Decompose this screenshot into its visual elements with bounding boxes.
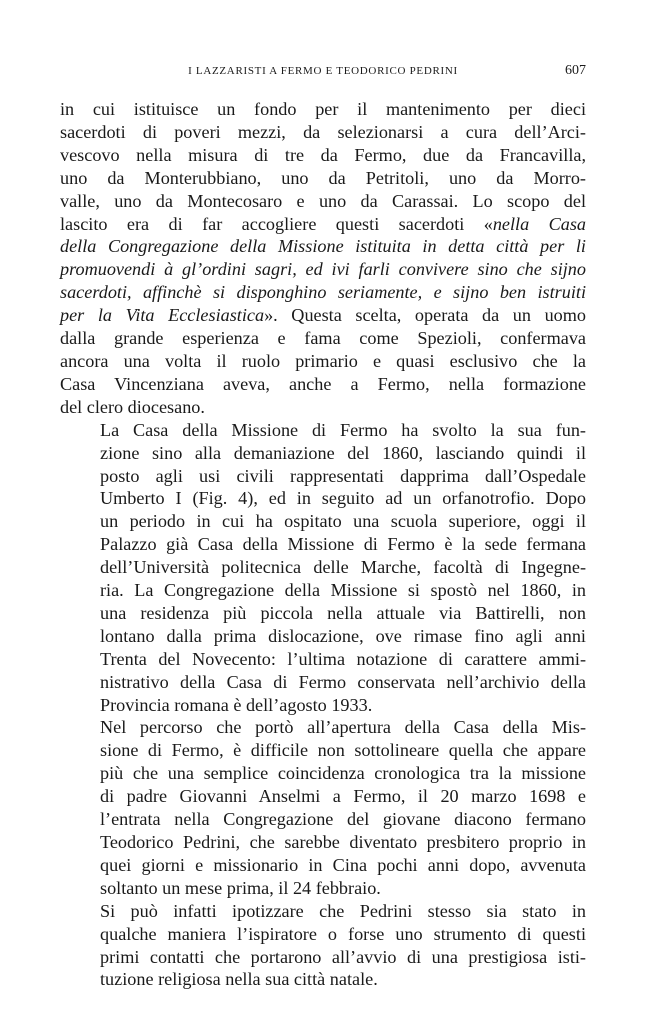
line-text: tuzione religiosa nella sua città natale. (100, 969, 378, 990)
text-line (60, 831, 586, 854)
text-line (60, 854, 586, 877)
line-text: Teodorico Pedrini, che sarebbe diventato presbitero proprio in (100, 832, 586, 852)
line-text: del clero diocesano. (60, 396, 205, 417)
line-text: l’entrata nella Congregazione del giovane diacono fermano (100, 809, 586, 830)
line-text: Provincia romana è dell’agosto 1933. (100, 694, 373, 715)
text-line (60, 556, 586, 579)
text-line (60, 739, 586, 762)
text-line (60, 304, 586, 327)
text-line (60, 716, 586, 739)
text-line (60, 533, 586, 556)
text-line (60, 671, 586, 694)
text-line (60, 465, 586, 488)
text-line (60, 350, 586, 373)
paragraph (60, 419, 586, 717)
line-text: sacerdoti di poveri mezzi, da selezionarsi a cura dell’Arci- (60, 121, 586, 142)
quoted-italic-text: della Congregazione della Missione istituita in detta città per li (60, 236, 586, 257)
line-text: una residenza più piccola nella attuale via Battirelli, non (100, 602, 586, 623)
text-line (60, 602, 586, 625)
paragraph (60, 98, 586, 419)
text-line (60, 190, 586, 213)
line-text: ria. La Congregazione della Missione si spostò nel 1860, in (100, 580, 586, 601)
quoted-italic-text: promuovendi à gl’ordini sagri, ed ivi farli convivere sino che sijno (60, 259, 586, 280)
text-line (60, 281, 586, 304)
line-text: dell’Università politecnica delle Marche, facoltà di Ingegne- (100, 557, 586, 578)
page-number: 607 (565, 63, 586, 78)
text-line (60, 900, 586, 923)
line-text: posto agli usi civili rappresentati dapprima dall’Ospedale (100, 465, 586, 486)
text-line (60, 648, 586, 671)
text-line (60, 327, 586, 350)
line-text: vescovo nella misura di tre da Fermo, due da Francavilla, (60, 144, 586, 165)
line-text: Palazzo già Casa della Missione di Fermo è la sede fermana (100, 534, 586, 555)
line-text: di padre Giovanni Anselmi a Fermo, il 20 marzo 1698 e (100, 786, 586, 807)
line-text: zione sino alla demaniazione del 1860, lasciando quindi il (100, 442, 586, 463)
text-line (60, 419, 586, 442)
text-line (60, 98, 586, 121)
quoted-italic-text: nella Casa (492, 213, 587, 234)
text-line (60, 373, 586, 396)
paragraph (60, 900, 586, 992)
line-text: un periodo in cui ha ospitato una scuola superiore, oggi il (100, 511, 586, 532)
line-text: primi contatti che portarono all’avvio di una prestigiosa isti- (100, 946, 586, 967)
line-text: nistrativo della Casa di Fermo conservata nell’archivio della (100, 671, 586, 692)
text-line (60, 258, 586, 281)
text-line (60, 785, 586, 808)
line-text: Casa Vincenziana aveva, anche a Fermo, nella formazione (60, 373, 586, 394)
text-line (60, 442, 586, 465)
line-text: La Casa della Missione di Fermo ha svolto la sua fun- (100, 419, 586, 440)
line-text: Si può infatti ipotizzare che Pedrini stesso sia stato in (100, 900, 586, 921)
text-line (60, 877, 586, 900)
line-text: in cui istituisce un fondo per il mantenimento per dieci (60, 99, 586, 119)
body-text (60, 98, 586, 991)
text-line (60, 625, 586, 648)
quoted-italic-text: per la Vita Ecclesiastica (60, 305, 265, 326)
text-line (60, 487, 586, 510)
line-text: ancora una volta il ruolo primario e quasi esclusivo che la (60, 350, 586, 371)
text-line (60, 968, 586, 991)
line-text: lontano dalla prima dislocazione, ove rimase fino agli anni (100, 625, 586, 646)
text-line (60, 167, 586, 190)
line-text: valle, uno da Montecosaro e uno da Carassai. Lo scopo del (60, 190, 586, 211)
line-text: ». Questa scelta, operata da un uomo (264, 305, 586, 326)
line-text: quei giorni e missionario in Cina pochi anni dopo, avvenuta (100, 854, 586, 875)
line-text: Nel percorso che portò all’apertura della Casa della Mis- (100, 717, 586, 738)
text-line (60, 121, 586, 144)
text-line (60, 579, 586, 602)
text-line (60, 923, 586, 946)
text-line (60, 396, 586, 419)
line-text: lascito era di far accogliere questi sacerdoti « (60, 213, 493, 234)
text-line (60, 762, 586, 785)
line-text: più che una semplice coincidenza cronologica tra la missione (100, 763, 586, 784)
line-text: Trenta del Novecento: l’ultima notazione di carattere ammi- (100, 648, 586, 669)
line-text: uno da Monterubbiano, uno da Petritoli, uno da Morro- (60, 167, 586, 188)
text-line (60, 510, 586, 533)
text-line (60, 694, 586, 717)
text-line (60, 946, 586, 969)
text-line (60, 213, 586, 236)
text-line (60, 144, 586, 167)
line-text: soltanto un mese prima, il 24 febbraio. (100, 877, 381, 898)
quoted-italic-text: sacerdoti, affinchè si disponghino seriamente, e sijno ben istruiti (60, 282, 586, 303)
line-text: Umberto I (Fig. 4), ed in seguito ad un orfanotrofio. Dopo (100, 488, 586, 509)
text-line (60, 235, 586, 258)
line-text: qualche maniera l’ispiratore o forse uno strumento di questi (100, 923, 586, 944)
paragraph (60, 716, 586, 899)
page-header (60, 63, 586, 81)
line-text: sione di Fermo, è difficile non sottolineare quella che appare (100, 740, 586, 761)
running-head: I LAZZARISTI A FERMO E TEODORICO PEDRINI (188, 65, 458, 77)
line-text: dalla grande esperienza e fama come Spezioli, confermava (60, 328, 586, 349)
text-line (60, 808, 586, 831)
